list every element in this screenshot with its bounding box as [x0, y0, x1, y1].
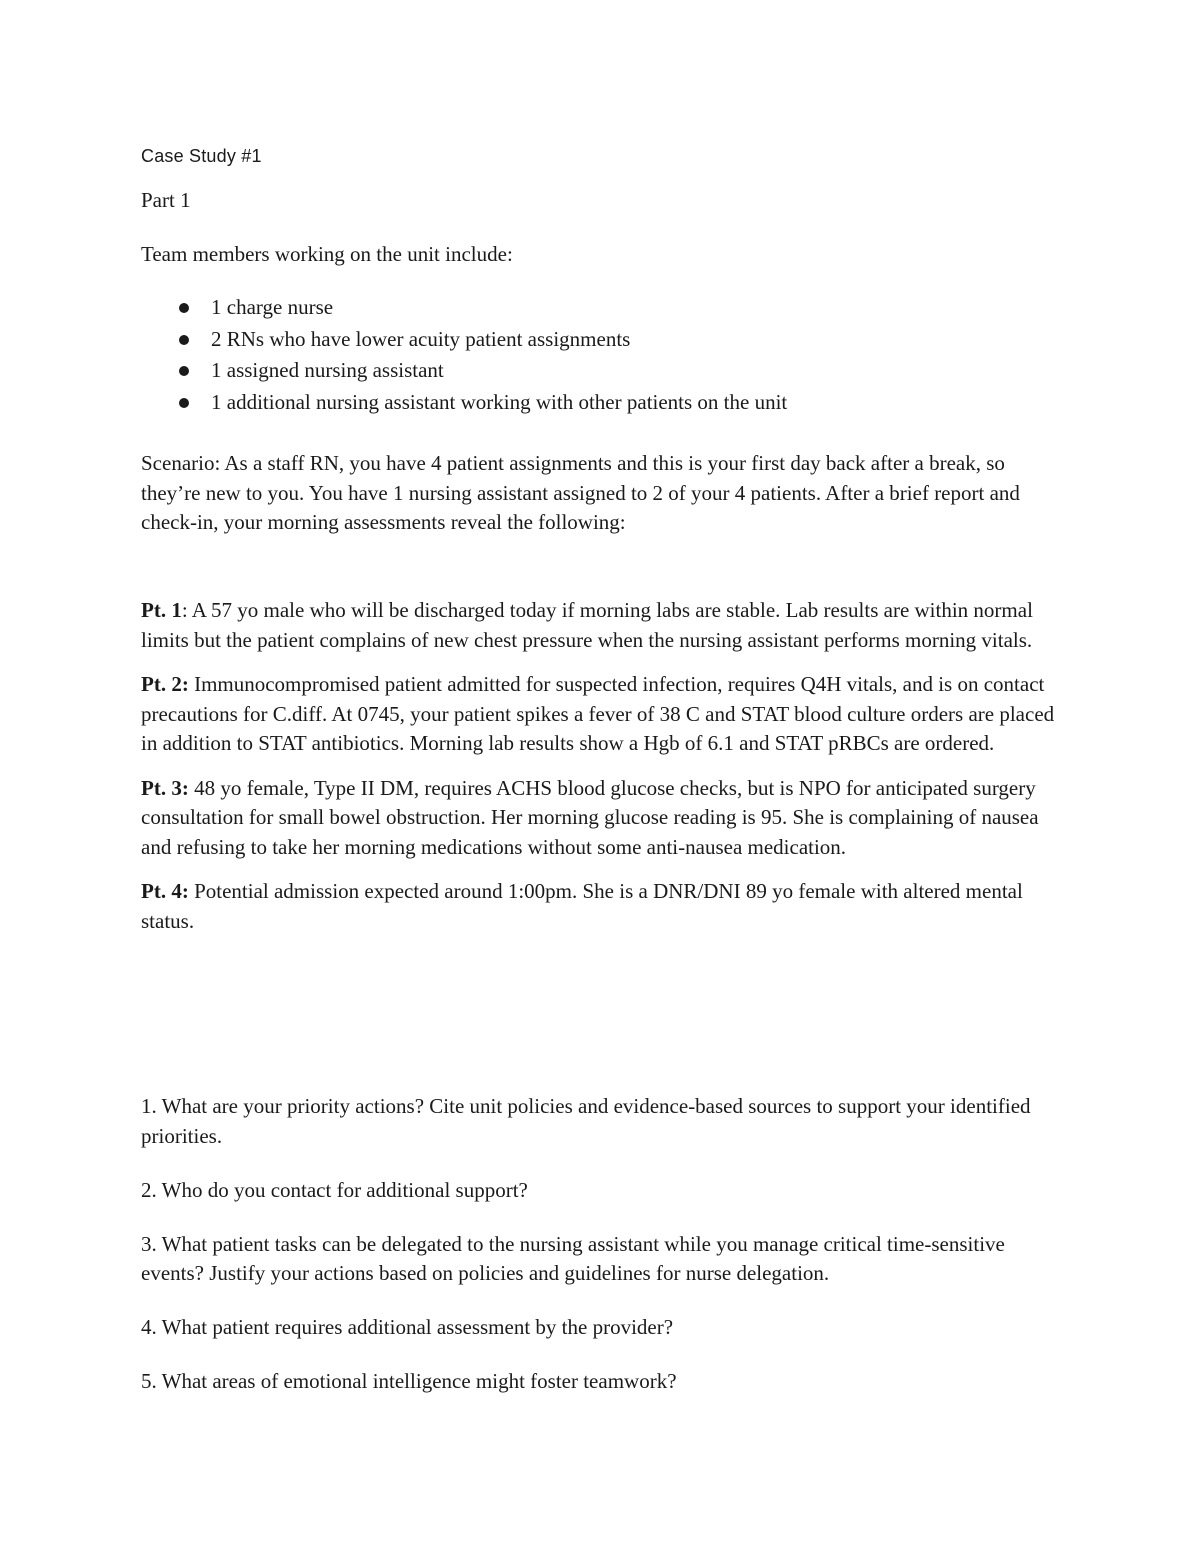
patient-text: Potential admission expected around 1:00pm. She is a DNR/DNI 89 yo female with altered mental status. [141, 879, 1023, 933]
question-item: 3. What patient tasks can be delegated to the nursing assistant while you manage critical time-sensitive events? Justify your actions based on policies and guidelines for nurse delegation. [141, 1231, 1005, 1285]
team-intro-text: Team members working on the unit include: [141, 242, 513, 266]
part-heading: Part 1 [141, 188, 191, 212]
patient-label: Pt. 2: [141, 672, 189, 696]
patient-text: Immunocompromised patient admitted for suspected infection, requires Q4H vitals, and is on contact precautions for C.diff. At 0745, your patient spikes a fever of 38 C and STAT blood culture orders are placed in addition to STAT antibiotics. Morning lab results show a Hgb of 6.1 and STAT pRBCs are ordered. [141, 672, 1055, 755]
list-item [141, 388, 787, 420]
question-item: 2. Who do you contact for additional support? [141, 1177, 528, 1202]
scenario-paragraph [141, 449, 1061, 538]
list-item [141, 293, 787, 325]
patient-label: Pt. 1 [141, 598, 182, 622]
patient-paragraph [141, 670, 1061, 759]
list-item [141, 325, 787, 357]
team-member-text: 1 charge nurse [211, 295, 334, 319]
bullet-icon [179, 366, 189, 376]
bullet-icon [179, 335, 189, 345]
question-item: 4. What patient requires additional assessment by the provider? [141, 1315, 674, 1339]
bullet-icon [179, 398, 189, 408]
patient-text: : A 57 yo male who will be discharged today if morning labs are stable. Lab results are within normal limits but the patient complains of new chest pressure when the nursing assistant performs morning vitals. [141, 598, 1033, 652]
patient-label: Pt. 4: [141, 879, 189, 903]
team-member-text: 2 RNs who have lower acuity patient assignments [211, 326, 631, 351]
patient-text: 48 yo female, Type II DM, requires ACHS blood glucose checks, but is NPO for anticipated surgery consultation for small bowel obstruction. Her morning glucose reading is 95. She is complaining of nausea and refusing to take her morning medications without some anti-nausea medication. [141, 775, 1039, 859]
question-item: 5. What areas of emotional intelligence might foster teamwork? [141, 1369, 677, 1393]
bullet-icon [179, 303, 189, 313]
list-item [141, 356, 787, 388]
patient-paragraph [141, 774, 1061, 863]
patient-paragraph [141, 596, 1061, 655]
patient-label: Pt. 3: [141, 775, 189, 800]
questions-section [141, 1092, 1061, 1421]
case-study-title: Case Study #1 [141, 146, 262, 166]
scenario-text: Scenario: As a staff RN, you have 4 patient assignments and this is your first day back after a break, so they’re new to you. You have 1 nursing assistant assigned to 2 of your 4 patients. After a brief report and check-in, your morning assessments reveal the following: [141, 451, 1020, 534]
team-member-text: 1 assigned nursing assistant [211, 358, 444, 382]
team-members-list [141, 293, 787, 419]
patient-paragraph [141, 877, 1061, 936]
question-item: 1. What are your priority actions? Cite unit policies and evidence-based sources to support your identified priorities. [141, 1094, 1031, 1148]
patients-section [141, 596, 1061, 951]
team-member-text: 1 additional nursing assistant working with other patients on the unit [211, 389, 788, 414]
